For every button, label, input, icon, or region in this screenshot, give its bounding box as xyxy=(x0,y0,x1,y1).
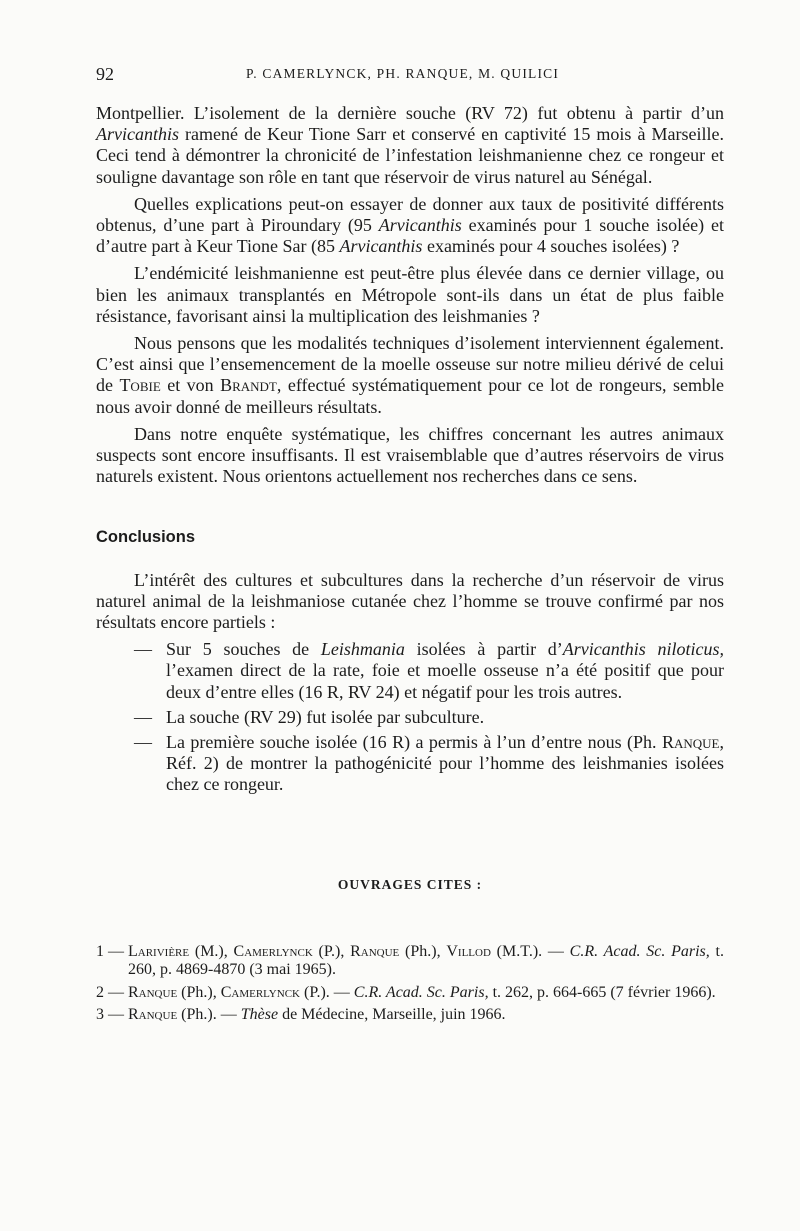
page-header xyxy=(96,64,724,88)
list-item: — La souche (RV 29) fut isolée par subculture. xyxy=(134,706,485,727)
conclusions-list xyxy=(134,639,724,795)
paragraph-5: Dans notre enquête systématique, les chiffres concernant les autres animaux suspects sont encore insuffisants. Il est vraisemblable que d’autres réservoirs de virus naturels existent. Nous orientons actuellement nos recherches dans ce sens. xyxy=(96,423,724,487)
author-name: Tobie xyxy=(119,375,161,396)
reference-item: 2 — Ranque (Ph.), Camerlynck (P.). — C.R. Acad. Sc. Paris, t. 262, p. 664-665 (7 février 1966). xyxy=(96,983,716,1001)
references-list xyxy=(96,943,724,1025)
taxon-name: Leishmania xyxy=(320,639,405,660)
paragraph-2: Quelles explications peut-on essayer de donner aux taux de positivité différents obtenus, d’une part à Piroundary (95 Arvicanthis examinés pour 1 souche isolée) et d’autre part à Keur Tione Sar (85 Arvicanthis examinés pour 4 souches isolées) ? xyxy=(96,193,725,257)
author-name: Brandt xyxy=(220,375,277,396)
running-head: P. CAMERLYNCK, PH. RANQUE, M. QUILICI xyxy=(246,66,560,81)
taxon-name: Arvicanthis xyxy=(96,124,179,145)
paragraph-1: Montpellier. L’isolement de la dernière souche (RV 72) fut obtenu à partir d’un Arvicanthis ramené de Keur Tione Sarr et conservé en captivité 15 mois à Marseille. Ceci tend à démontrer la chronicité de l’infestation leishmanienne chez ce rongeur et souligne davantage son rôle en tant que réservoir de virus naturel au Sénégal. xyxy=(96,103,724,187)
article-body xyxy=(96,103,724,1025)
references-heading: OUVRAGES CITES : xyxy=(337,876,483,892)
reference-item: 3 — Ranque (Ph.). — Thèse de Médecine, Marseille, juin 1966. xyxy=(96,1006,506,1024)
list-item: — La première souche isolée (16 R) a permis à l’un d’entre nous (Ph. Ranque, Réf. 2) de montrer la pathogénicité pour l’homme des leishmanies isolées chez ce rongeur. xyxy=(134,732,724,795)
page xyxy=(96,64,724,1029)
taxon-name: Arvicanthis niloticus, xyxy=(562,639,725,660)
section-heading-conclusions: Conclusions xyxy=(96,528,196,547)
reference-item: 1 — Larivière (M.), Camerlynck (P.), Ranque (Ph.), Villod (M.T.). — C.R. Acad. Sc. Paris, t. 260, p. 4869-4870 (3 mai 1965). xyxy=(96,942,724,979)
page-number: 92 xyxy=(96,64,114,84)
conclusions-intro: L’intérêt des cultures et subcultures dans la recherche d’un réservoir de virus naturel animal de la leishmaniose cutanée chez l’homme se trouve confirmé par nos résultats encore partiels : xyxy=(96,569,724,633)
paragraph-4: Nous pensons que les modalités techniques d’isolement interviennent également. C’est ainsi que l’ensemencement de la moelle osseuse sur notre milieu dérivé de celui de Tobie et von Brandt, effectué systématiquement pour ce lot de rongeurs, semble nous avoir donné de meilleurs résultats. xyxy=(96,333,724,417)
taxon-name: Arvicanthis xyxy=(378,215,462,236)
list-item: — Sur 5 souches de Leishmania isolées à partir d’Arvicanthis niloticus, l’examen direct de la rate, foie et moelle osseuse n’a été positif que pour deux d’entre elles (16 R, RV 24) et négatif pour les trois autres. xyxy=(134,639,725,702)
taxon-name: Arvicanthis xyxy=(339,236,423,257)
paragraph-3: L’endémicité leishmanienne est peut-être plus élevée dans ce dernier village, ou bien les animaux transplantés en Métropole sont-ils dans un état de plus faible résistance, favorisant ainsi la multiplication des leishmanies ? xyxy=(96,263,724,326)
author-name: Ranque xyxy=(662,732,720,753)
